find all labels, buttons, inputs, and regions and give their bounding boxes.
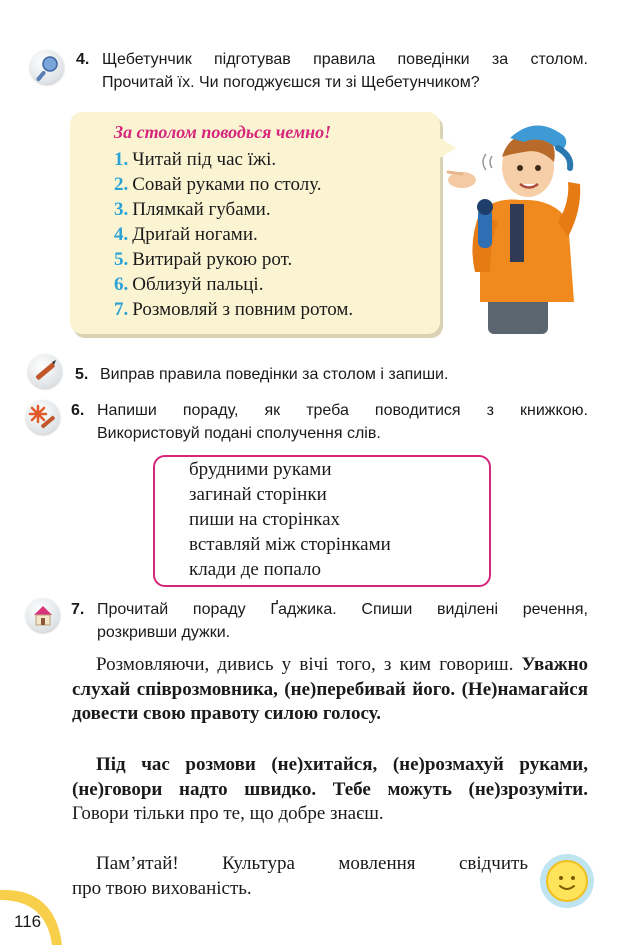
advice-paragraph-3-line-1: Пам’ятай! Культура мовлення свідчить [96,853,528,874]
boy-with-microphone-illustration [440,112,590,334]
advice-regular-text: Розмовляючи, дивись у вічі того, з ким говориш. [96,654,514,675]
task-7-line-2: розкривши дужки. [97,624,231,641]
task-6-line-2: Використовуй подані сполучення слів. [97,425,381,442]
advice-paragraph-3-line-2: про твою вихованість. [72,878,252,899]
rules-card [70,112,440,334]
smiley-icon [538,852,596,910]
task-5-number: 5. [75,366,89,383]
task-4-number: 4. [76,51,90,68]
advice-regular-text: Говори тільки про те, що добре знаєш. [72,803,384,824]
task-7-number: 7. [71,601,85,618]
house-icon [26,598,60,632]
rule-item: 6. Облизуй пальці. [114,274,264,295]
phrase-item: вставляй між сторінками [189,534,391,555]
rule-item: 5. Витирай рукою рот. [114,249,293,270]
rule-item: 4. Дриґай ногами. [114,224,258,245]
task-4-line-2: Прочитай їх. Чи погоджуєшся ти зі Щебетунчиком? [102,74,480,91]
page-number: 116 [14,912,42,931]
task-4-line-1: Щебетунчик підготував правила поведінки за столом. [102,51,588,68]
task-5-text: Виправ правила поведінки за столом і запиши. [100,366,449,383]
snowflake-pen-icon [26,400,60,434]
phrase-item: пиши на сторінках [189,509,341,530]
phrase-item: брудними руками [189,459,332,480]
phrase-item: загинай сторінки [189,484,327,505]
task-6-line-1: Напиши пораду, як треба поводитися з книжкою. [97,402,588,419]
advice-paragraph-2 [72,753,588,827]
rule-item: 1. Читай під час їжі. [114,149,277,170]
rule-item: 3. Плямкай губами. [114,199,271,220]
pen-icon [28,354,62,388]
advice-bold-text: Під час розмови (не)хитайся, (не)розмахуй руками, (не)говори надто швидко. Тебе можуть (не)зрозуміти. [72,754,588,800]
advice-bold-text: Уважно слухай співрозмовника, (не)перебивай його. (Не)намагайся довести свою правоту силою голосу. [72,654,589,724]
phrase-item: клади де попало [189,559,321,580]
microphone-icon [30,50,64,84]
rule-item: 7. Розмовляй з повним ротом. [114,299,354,320]
task-7-line-1: Прочитай пораду Ґаджика. Спиши виділені речення, [97,601,588,618]
task-6-number: 6. [71,402,85,419]
word-combinations-box [153,455,491,587]
rules-title: За столом поводься чемно! [114,122,332,142]
rule-item: 2. Совай руками по столу. [114,174,322,195]
advice-paragraph-1 [72,653,588,727]
